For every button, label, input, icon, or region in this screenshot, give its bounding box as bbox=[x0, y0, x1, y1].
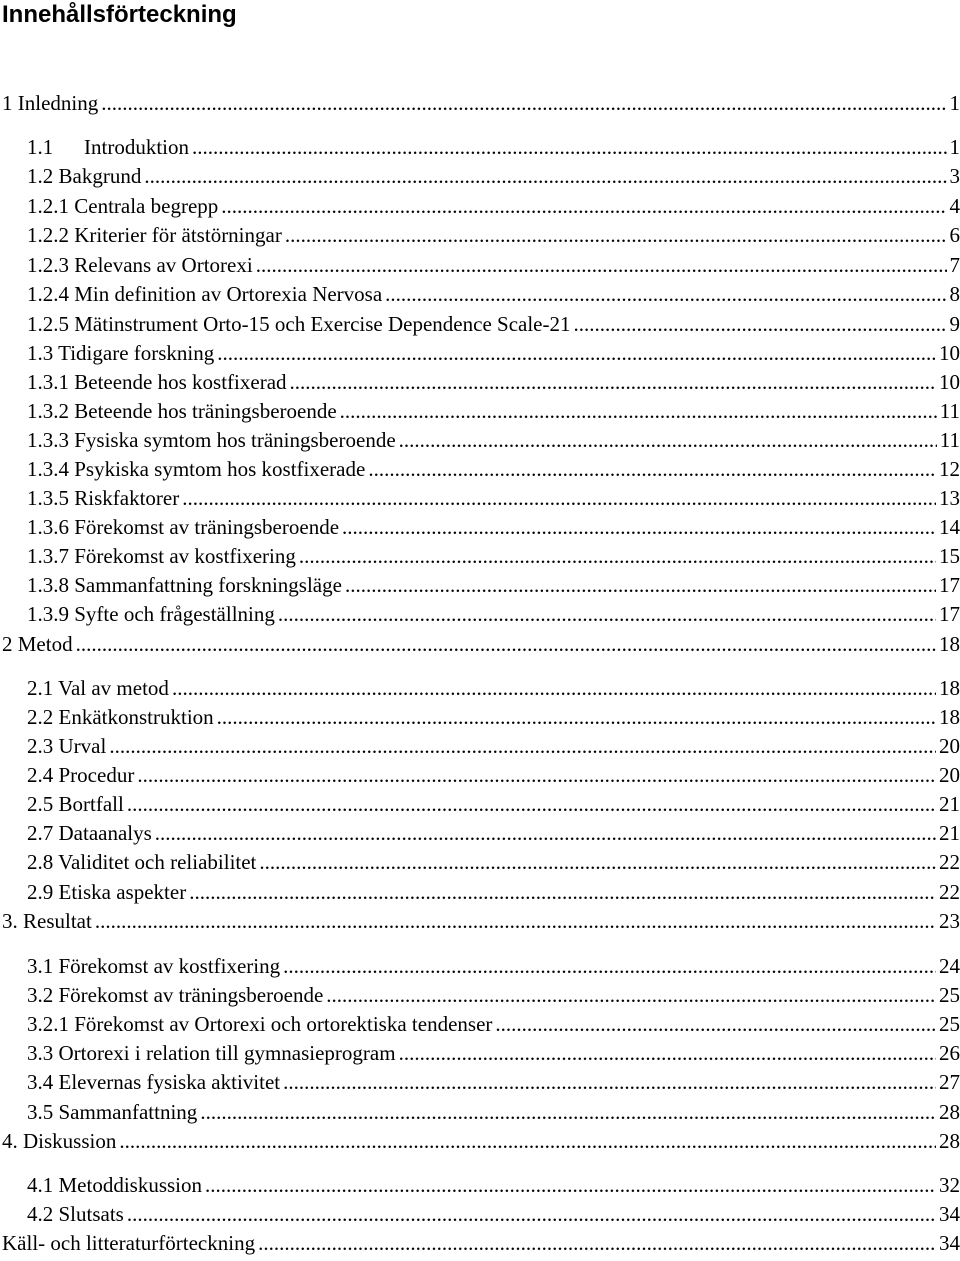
toc-entry-text: 1.3.9 Syfte och frågeställning bbox=[27, 602, 275, 626]
toc-entry-label bbox=[27, 193, 218, 219]
toc-page-number: 17 bbox=[939, 602, 960, 626]
toc-entry-label bbox=[27, 733, 106, 759]
toc-entry[interactable] bbox=[27, 791, 960, 817]
toc-entry[interactable] bbox=[2, 90, 960, 116]
toc-entry-label bbox=[27, 704, 214, 730]
toc-entry[interactable] bbox=[27, 733, 960, 759]
toc-entry-label bbox=[27, 1069, 280, 1095]
toc-entry-text: 1.2.2 Kriterier för ätstörningar bbox=[27, 223, 282, 247]
toc-page-number: 1 bbox=[949, 91, 960, 115]
toc-entry-label bbox=[2, 631, 73, 657]
dot-leader bbox=[144, 163, 946, 189]
toc-entry-text: 1 Inledning bbox=[2, 91, 99, 115]
toc-page-number: 32 bbox=[939, 1173, 960, 1197]
toc-entry-text: 2.1 Val av metod bbox=[27, 676, 169, 700]
toc-page-number: 22 bbox=[939, 850, 960, 874]
dot-leader bbox=[283, 1069, 936, 1095]
dot-leader bbox=[182, 485, 936, 511]
toc-entry-label bbox=[27, 849, 256, 875]
toc-entry-label bbox=[27, 1172, 202, 1198]
toc-page-number: 23 bbox=[939, 909, 960, 933]
toc-page-number: 34 bbox=[939, 1202, 960, 1226]
dot-leader bbox=[345, 572, 936, 598]
toc-entry[interactable] bbox=[27, 849, 960, 875]
toc-entry-text: 1.2.4 Min definition av Ortorexia Nervosa bbox=[27, 282, 383, 306]
dot-leader bbox=[495, 1011, 936, 1037]
toc-entry[interactable] bbox=[27, 675, 960, 701]
toc-page-number: 8 bbox=[949, 282, 960, 306]
toc-page-number: 1 bbox=[949, 135, 960, 159]
toc-page-number: 28 bbox=[939, 1100, 960, 1124]
dot-leader bbox=[299, 543, 936, 569]
toc-page-number: 7 bbox=[949, 253, 960, 277]
toc-entry-label bbox=[27, 601, 275, 627]
toc-entry-text: 3.2.1 Förekomst av Ortorexi och ortorektiska tendenser bbox=[27, 1012, 493, 1036]
toc-entry-label bbox=[27, 281, 382, 307]
toc-entry[interactable] bbox=[27, 543, 960, 569]
toc-entry[interactable] bbox=[2, 631, 960, 657]
dot-leader bbox=[256, 252, 947, 278]
toc-page-number: 17 bbox=[939, 573, 960, 597]
dot-leader bbox=[137, 762, 936, 788]
toc-entry[interactable] bbox=[27, 982, 960, 1008]
toc-entry-text: 2.3 Urval bbox=[27, 734, 107, 758]
dot-leader bbox=[205, 1172, 936, 1198]
toc-entry-text: 1.3 Tidigare forskning bbox=[27, 341, 215, 365]
toc-entry[interactable] bbox=[27, 1011, 960, 1037]
toc-page-number: 11 bbox=[939, 428, 960, 452]
toc-entry-text: 2.2 Enkätkonstruktion bbox=[27, 705, 214, 729]
toc-entry[interactable] bbox=[27, 1099, 960, 1125]
toc-entry[interactable] bbox=[27, 1201, 960, 1227]
toc-page-number: 18 bbox=[939, 632, 960, 656]
toc-entry-text: 3.1 Förekomst av kostfixering bbox=[27, 954, 281, 978]
toc-entry[interactable] bbox=[27, 762, 960, 788]
toc-entry-text: 1.2.3 Relevans av Ortorexi bbox=[27, 253, 253, 277]
toc-entry[interactable] bbox=[27, 572, 960, 598]
toc-page-number: 15 bbox=[939, 544, 960, 568]
toc-entry-text: 1.3.4 Psykiska symtom hos kostfixerade bbox=[27, 457, 366, 481]
toc-entry-label bbox=[27, 982, 323, 1008]
toc-entry-text: 1.3.6 Förekomst av träningsberoende bbox=[27, 515, 340, 539]
toc-entry-text: 4.1 Metoddiskussion bbox=[27, 1173, 203, 1197]
toc-entry-text: 2.5 Bortfall bbox=[27, 792, 124, 816]
toc-entry[interactable] bbox=[27, 485, 960, 511]
toc-entry-label bbox=[27, 1011, 492, 1037]
toc-entry-label bbox=[27, 252, 253, 278]
toc-entry-text: 2.7 Dataanalys bbox=[27, 821, 152, 845]
page-title: Innehållsförteckning bbox=[2, 1, 237, 28]
dot-leader bbox=[221, 193, 946, 219]
toc-page-number: 27 bbox=[939, 1070, 960, 1094]
dot-leader bbox=[368, 456, 936, 482]
toc-entry-text: 3.3 Ortorexi i relation till gymnasieprogram bbox=[27, 1041, 396, 1065]
toc-page-number: 21 bbox=[939, 792, 960, 816]
toc-page-number: 3 bbox=[949, 164, 960, 188]
toc-entry-label bbox=[27, 163, 141, 189]
toc-page-number: 21 bbox=[939, 821, 960, 845]
dot-leader bbox=[95, 908, 936, 934]
toc-entry-text: 1.2.1 Centrala begrepp bbox=[27, 194, 219, 218]
toc-entry[interactable] bbox=[27, 398, 960, 424]
toc-entry[interactable] bbox=[27, 456, 960, 482]
dot-leader bbox=[574, 311, 947, 337]
dot-leader bbox=[119, 1128, 936, 1154]
toc-entry-label bbox=[2, 1128, 116, 1154]
toc-entry[interactable] bbox=[27, 704, 960, 730]
dot-leader bbox=[290, 369, 936, 395]
dot-leader bbox=[189, 879, 936, 905]
dot-leader bbox=[285, 222, 947, 248]
toc-entry[interactable] bbox=[27, 1172, 960, 1198]
toc-entry-label bbox=[27, 134, 189, 160]
dot-leader bbox=[340, 398, 937, 424]
toc-entry[interactable] bbox=[27, 163, 960, 189]
toc-entry-label bbox=[27, 762, 134, 788]
toc-page-number: 4 bbox=[949, 194, 960, 218]
toc-entry[interactable] bbox=[27, 311, 960, 337]
toc-entry-text: 2 Metod bbox=[2, 632, 73, 656]
toc-entry[interactable] bbox=[2, 1230, 960, 1256]
toc-page-number: 9 bbox=[949, 312, 960, 336]
toc-page-number: 34 bbox=[939, 1231, 960, 1255]
toc-entry-label bbox=[2, 90, 98, 116]
dot-leader bbox=[127, 1201, 936, 1227]
toc-entry-label bbox=[27, 953, 280, 979]
dot-leader bbox=[326, 982, 936, 1008]
dot-leader bbox=[101, 90, 946, 116]
toc-entry-text: 1.3.7 Förekomst av kostfixering bbox=[27, 544, 296, 568]
toc-page-number: 13 bbox=[939, 486, 960, 510]
dot-leader bbox=[258, 1230, 936, 1256]
toc-entry-text: Käll- och litteraturförteckning bbox=[2, 1231, 256, 1255]
toc-entry-label bbox=[27, 427, 396, 453]
toc-entry-text: 3.5 Sammanfattning bbox=[27, 1100, 198, 1124]
dot-leader bbox=[283, 953, 936, 979]
dot-leader bbox=[200, 1099, 936, 1125]
toc-entry-text: 1.3.3 Fysiska symtom hos träningsberoende bbox=[27, 428, 396, 452]
toc-entry[interactable] bbox=[2, 908, 960, 934]
toc-entry-text: 4. Diskussion bbox=[2, 1129, 117, 1153]
dot-leader bbox=[192, 134, 947, 160]
toc-page-number: 25 bbox=[939, 983, 960, 1007]
toc-entry-text: 2.8 Validitet och reliabilitet bbox=[27, 850, 257, 874]
toc-entry-text: 3.4 Elevernas fysiska aktivitet bbox=[27, 1070, 281, 1094]
toc-page-number: 18 bbox=[939, 676, 960, 700]
toc-entry[interactable] bbox=[27, 427, 960, 453]
toc-entry-number: 1.1 bbox=[27, 135, 54, 159]
toc-entry-text: 2.4 Procedur bbox=[27, 763, 135, 787]
toc-page-number: 10 bbox=[939, 370, 960, 394]
toc-entry[interactable] bbox=[27, 953, 960, 979]
toc-page-number: 20 bbox=[939, 734, 960, 758]
toc-page-number: 26 bbox=[939, 1041, 960, 1065]
dot-leader bbox=[259, 849, 936, 875]
toc-entry-label bbox=[27, 311, 571, 337]
toc-entry-label bbox=[27, 514, 339, 540]
dot-leader bbox=[217, 704, 936, 730]
toc-entry-text: 3.2 Förekomst av träningsberoende bbox=[27, 983, 324, 1007]
toc-entry-text: 1.3.8 Sammanfattning forskningsläge bbox=[27, 573, 342, 597]
toc-entry-text: 3. Resultat bbox=[2, 909, 92, 933]
toc-entry[interactable] bbox=[27, 252, 960, 278]
toc-page-number: 22 bbox=[939, 880, 960, 904]
toc-entry[interactable] bbox=[27, 340, 960, 366]
dot-leader bbox=[76, 631, 936, 657]
toc-entry-label bbox=[27, 369, 287, 395]
toc-entry[interactable] bbox=[27, 134, 960, 160]
toc-entry-label bbox=[27, 340, 214, 366]
dot-leader bbox=[385, 281, 946, 307]
toc-entry-text: 2.9 Etiska aspekter bbox=[27, 880, 187, 904]
toc-entry[interactable] bbox=[2, 1128, 960, 1154]
dot-leader bbox=[109, 733, 936, 759]
toc-entry[interactable] bbox=[27, 369, 960, 395]
toc-entry-label bbox=[27, 879, 186, 905]
toc-entry[interactable] bbox=[27, 514, 960, 540]
dot-leader bbox=[127, 791, 936, 817]
toc-entry[interactable] bbox=[27, 193, 960, 219]
toc-entry[interactable] bbox=[27, 879, 960, 905]
toc-entry[interactable] bbox=[27, 281, 960, 307]
toc-page-number: 10 bbox=[939, 341, 960, 365]
toc-entry-text: 1.2 Bakgrund bbox=[27, 164, 142, 188]
toc-entry-label bbox=[27, 820, 152, 846]
toc-entry-label bbox=[27, 543, 296, 569]
toc-page-number: 14 bbox=[939, 515, 960, 539]
dot-leader bbox=[172, 675, 936, 701]
toc-entry-text: 1.3.1 Beteende hos kostfixerad bbox=[27, 370, 287, 394]
toc-page-number: 24 bbox=[939, 954, 960, 978]
dot-leader bbox=[278, 601, 936, 627]
toc-entry-text: 4.2 Slutsats bbox=[27, 1202, 124, 1226]
toc-page-number: 28 bbox=[939, 1129, 960, 1153]
toc-entry[interactable] bbox=[27, 1040, 960, 1066]
toc-entry-label bbox=[2, 908, 92, 934]
dot-leader bbox=[399, 1040, 936, 1066]
toc-entry-text: 1.3.2 Beteende hos träningsberoende bbox=[27, 399, 337, 423]
toc-entry[interactable] bbox=[27, 222, 960, 248]
toc-entry-label bbox=[27, 791, 124, 817]
toc-entry[interactable] bbox=[27, 820, 960, 846]
toc-entry-label bbox=[27, 1099, 197, 1125]
toc-entry-label bbox=[27, 398, 337, 424]
toc-page-number: 11 bbox=[939, 399, 960, 423]
dot-leader bbox=[342, 514, 936, 540]
toc-entry-label bbox=[27, 485, 179, 511]
dot-leader bbox=[217, 340, 936, 366]
toc-page-number: 6 bbox=[949, 223, 960, 247]
toc-entry-label bbox=[27, 572, 342, 598]
toc-page-number: 12 bbox=[939, 457, 960, 481]
toc-entry-label bbox=[27, 675, 169, 701]
toc-entry[interactable] bbox=[27, 1069, 960, 1095]
toc-entry-label bbox=[2, 1230, 255, 1256]
toc-entry-label bbox=[27, 1040, 396, 1066]
dot-leader bbox=[155, 820, 936, 846]
toc-entry-text: 1.2.5 Mätinstrument Orto-15 och Exercise Dependence Scale-21 bbox=[27, 312, 571, 336]
toc-entry-text: Introduktion bbox=[84, 135, 189, 159]
toc-page-number: 20 bbox=[939, 763, 960, 787]
toc-entry[interactable] bbox=[27, 601, 960, 627]
toc-entry-label bbox=[27, 222, 282, 248]
dot-leader bbox=[399, 427, 937, 453]
toc-page-number: 18 bbox=[939, 705, 960, 729]
toc-entry-label bbox=[27, 456, 365, 482]
toc-entry-label bbox=[27, 1201, 124, 1227]
toc-page-number: 25 bbox=[939, 1012, 960, 1036]
toc-entry-text: 1.3.5 Riskfaktorer bbox=[27, 486, 180, 510]
